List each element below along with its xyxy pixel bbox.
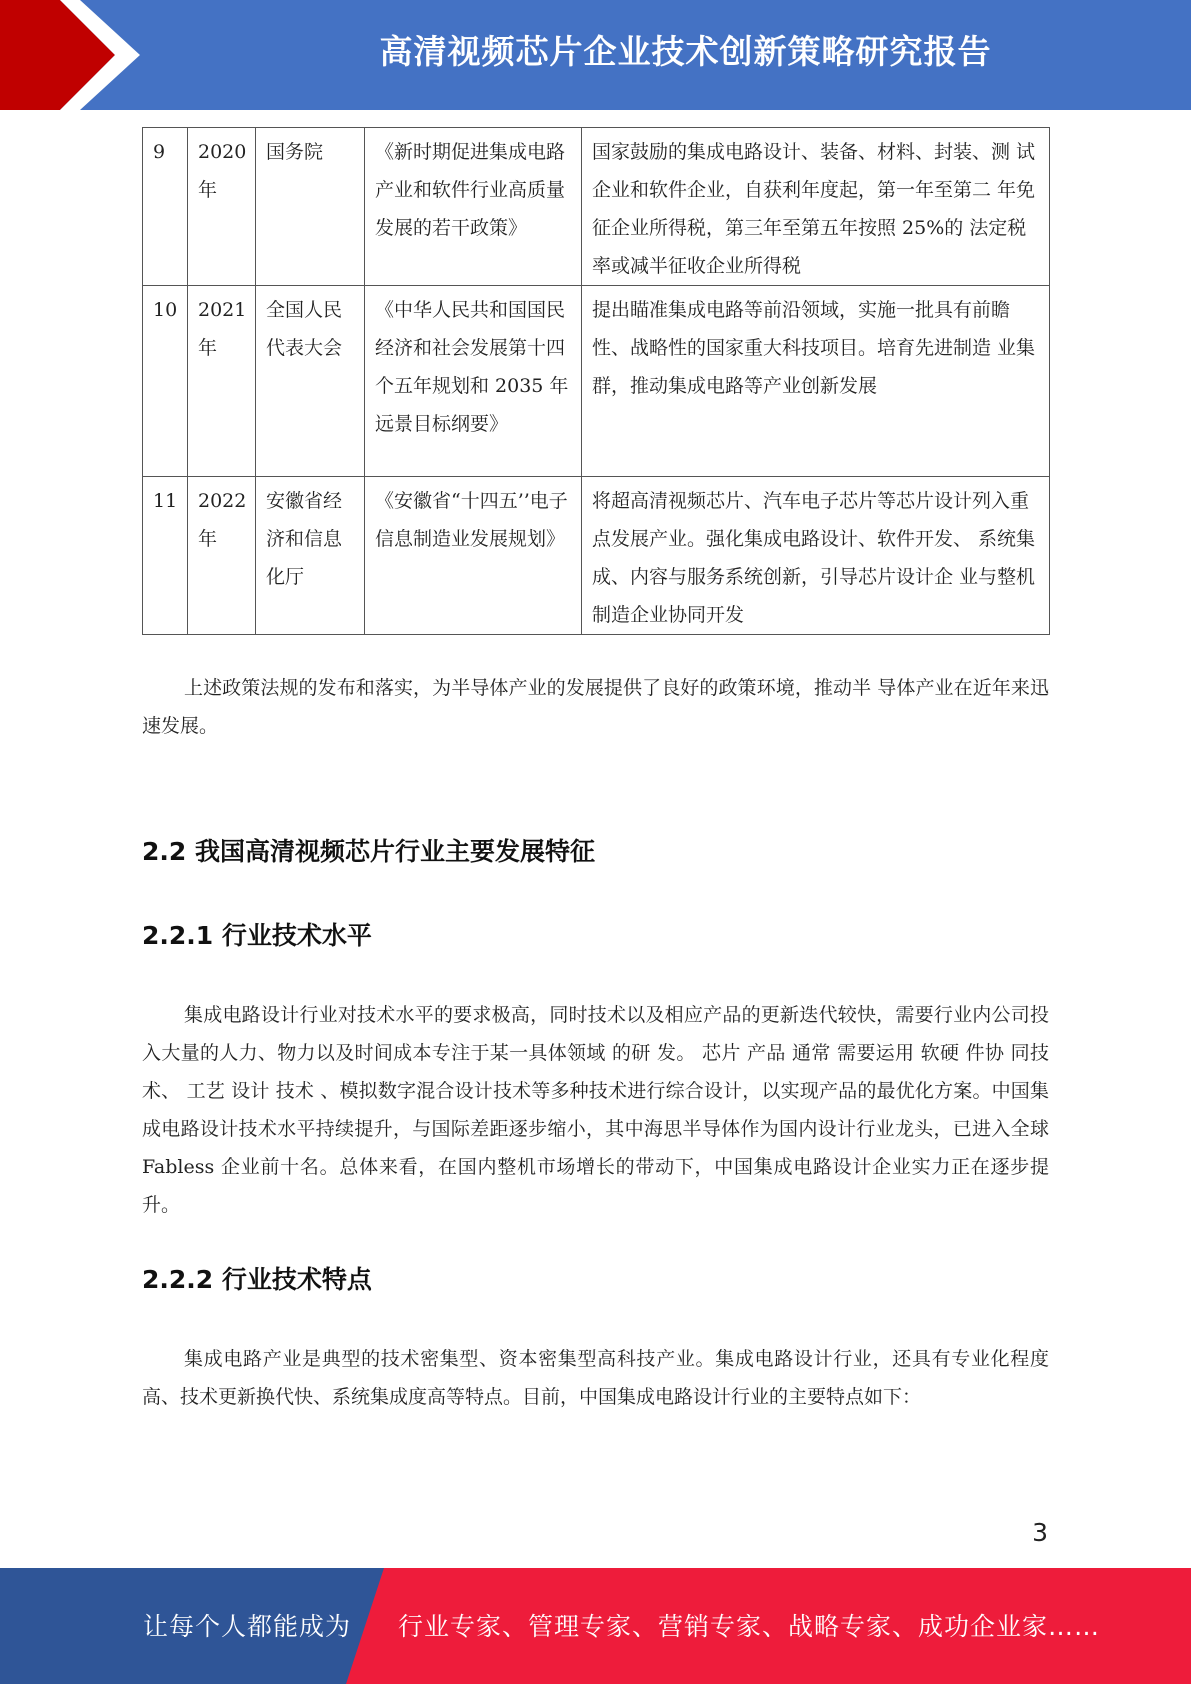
section-heading-2-2-2: 2.2.2 行业技术特点 [142,1265,372,1294]
cell-document: 《中华人民共和国国民经济和社会发展第十四个五年规划和 2035 年远景目标纲要》 [365,286,582,477]
section-heading-2-2: 2.2 我国高清视频芯片行业主要发展特征 [142,837,595,866]
cell-issuer: 安徽省经济和信息化厅 [256,477,365,635]
section-heading-2-2-1: 2.2.1 行业技术水平 [142,921,372,950]
cell-issuer: 全国人民代表大会 [256,286,365,477]
paragraph-policy-summary: 上述政策法规的发布和落实，为半导体产业的发展提供了良好的政策环境，推动半 导体产业在近年来迅速发展。 [142,677,1049,737]
cell-year: 2021年 [188,286,256,477]
header-arrow-icon [0,0,160,110]
cell-content: 提出瞄准集成电路等前沿领域，实施一批具有前瞻性、战略性的国家重大科技项目。培育先进制造 业集群，推动集成电路等产业创新发展 [582,286,1050,477]
table-row [143,286,1050,477]
cell-document: 《新时期促进集成电路产业和软件行业高质量发展的若干政策》 [365,128,582,286]
table-row [143,128,1050,286]
cell-year: 2022年 [188,477,256,635]
page-footer [0,1568,1191,1684]
cell-issuer: 国务院 [256,128,365,286]
page-number: 3 [1032,1518,1048,1547]
cell-no: 10 [143,286,188,477]
cell-year: 2020年 [188,128,256,286]
cell-document: 《安徽省“十四五’’电子信息制造业发展规划》 [365,477,582,635]
cell-no: 11 [143,477,188,635]
cell-content: 将超高清视频芯片、汽车电子芯片等芯片设计列入重点发展产业。强化集成电路设计、软件开发、 系统集成、内容与服务系统创新，引导芯片设计企 业与整机制造企业协同开发 [582,477,1050,635]
page-header [0,0,1191,110]
paragraph-tech-level: 集成电路设计行业对技术水平的要求极高，同时技术以及相应产品的更新迭代较快，需要行业内公司投入大量的人力、物力以及时间成本专注于某一具体领域 的研 发。 芯片 产品 通常 需要运用 软硬 件协 同技 术、 工艺 设计 技术 、模拟数字混合设计技术等多种技术进行综合设计，以实现产品的最优化方案。中国集成电路设计技术水平持续提升，与国际差距逐步缩小，其中海思半导体作为国内设计行业龙头，已进入全球 Fabless 企业前十名。总体来看，在国内整机市场增长的带动下，中国集成电路设计企业实力正在逐步提升。 [142,1004,1049,1216]
cell-content: 国家鼓励的集成电路设计、装备、材料、封装、测 试企业和软件企业，自获利年度起，第一年至第二 年免征企业所得税，第三年至第五年按照 25%的 法定税率或减半征收企业所得税 [582,128,1050,286]
policy-table [142,127,1050,635]
table-row [143,477,1050,635]
footer-slogan-right: 行业专家、管理专家、营销专家、战略专家、成功企业家…… [398,1612,1101,1641]
report-title: 高清视频芯片企业技术创新策略研究报告 [379,32,992,71]
footer-slogan-left: 让每个人都能成为 [143,1612,352,1641]
paragraph-tech-features: 集成电路产业是典型的技术密集型、资本密集型高科技产业。集成电路设计行业，还具有专业化程度高、技术更新换代快、系统集成度高等特点。目前，中国集成电路设计行业的主要特点如下： [142,1348,1049,1408]
cell-no: 9 [143,128,188,286]
